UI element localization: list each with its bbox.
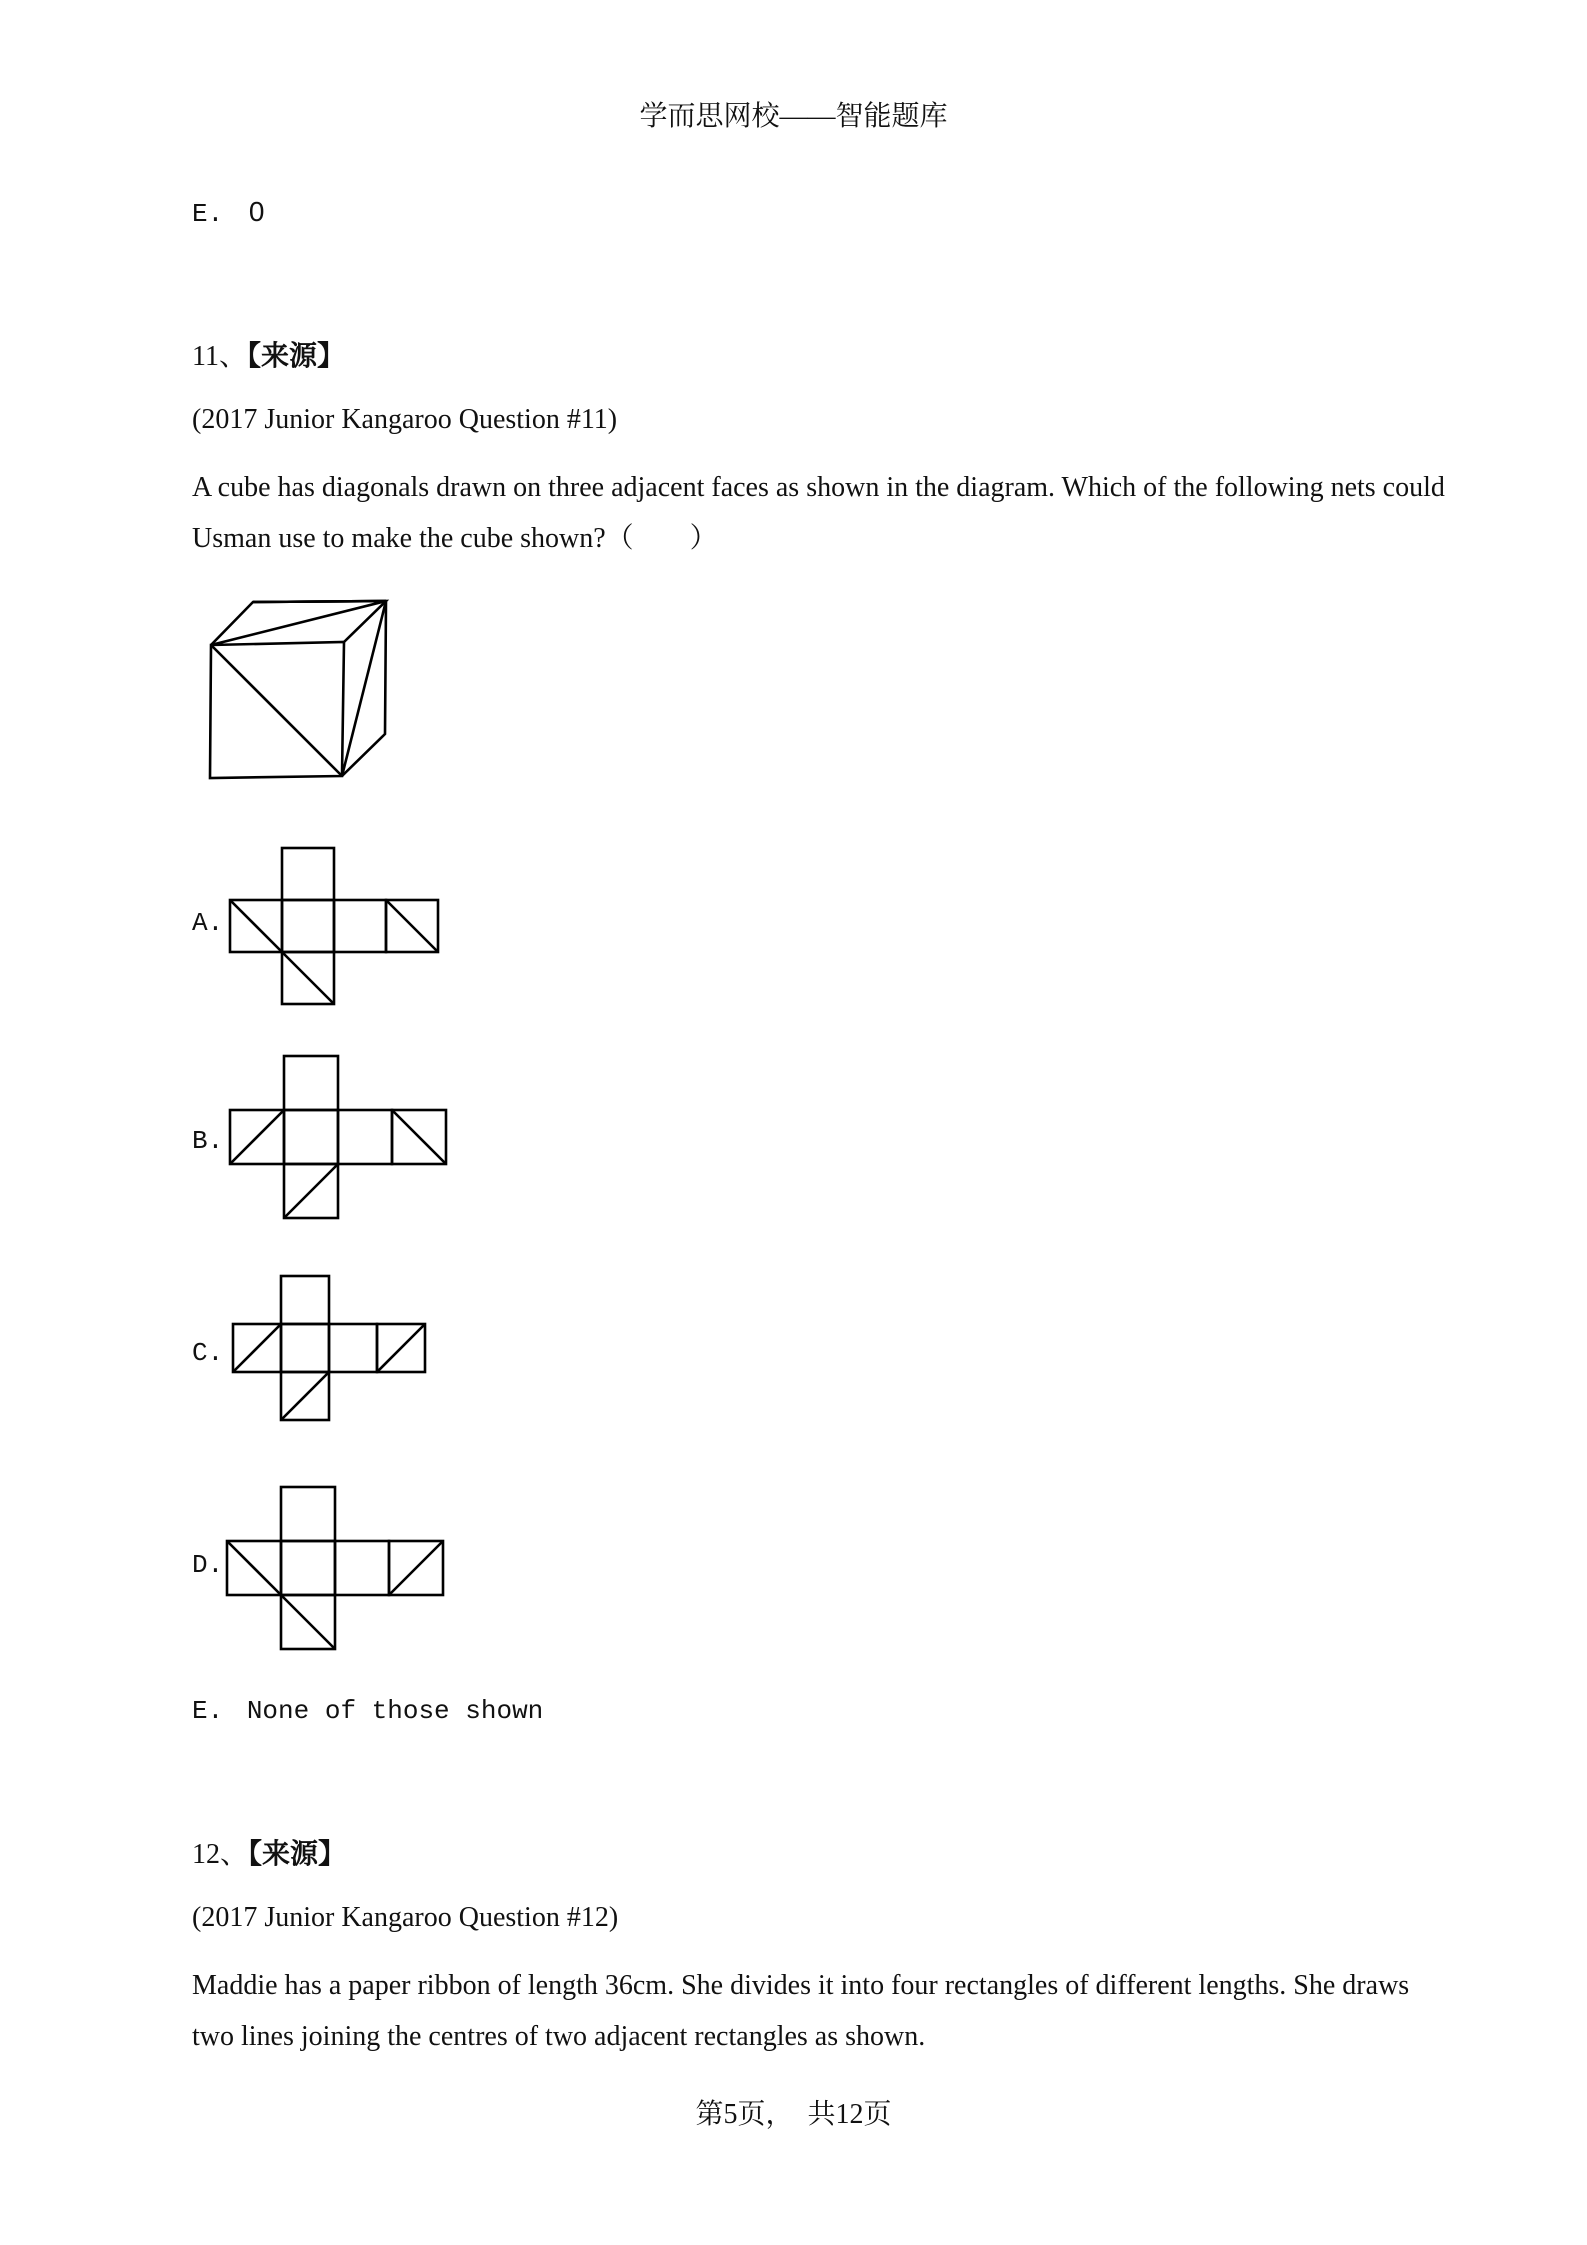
- page-header: 学而思网校——智能题库: [639, 101, 948, 132]
- cube-diagram: [200, 590, 400, 790]
- option-c-label[interactable]: C.: [192, 1338, 224, 1368]
- right-face-diagonal: [342, 601, 386, 776]
- net-option-d[interactable]: [226, 1485, 446, 1651]
- option-d-label[interactable]: D.: [192, 1550, 224, 1580]
- source-tag: 【来源】: [248, 1839, 347, 1870]
- option-label: E.: [192, 1696, 224, 1726]
- source-tag: 【来源】: [246, 341, 345, 372]
- question-12-text: Maddie has a paper ribbon of length 36cm. She divides it into four rectangles of different lengths. She draws two lines joining the centres of two adjacent rectangles as shown.: [192, 1970, 1410, 2052]
- question-11-source: (2017 Junior Kangaroo Question #11): [192, 404, 618, 435]
- question-number: 11、: [192, 341, 247, 372]
- option-a-label[interactable]: A.: [192, 908, 224, 938]
- net-option-b[interactable]: [229, 1054, 449, 1220]
- option-text: 0: [248, 196, 265, 227]
- question-12-heading: [192, 1832, 346, 1872]
- question-number: 12、: [192, 1839, 249, 1870]
- prev-option-e: [192, 196, 264, 229]
- question-11-heading: [192, 334, 345, 374]
- option-label: E.: [192, 199, 224, 229]
- net-option-a[interactable]: [229, 846, 441, 1006]
- option-text: None of those shown: [246, 1696, 544, 1726]
- question-11-text: A cube has diagonals drawn on three adjacent faces as shown in the diagram. Which of the following nets could Usman use to make the cube shown?（ ）: [192, 472, 1445, 554]
- option-b-label[interactable]: B.: [192, 1126, 224, 1156]
- option-e[interactable]: [192, 1696, 543, 1726]
- top-face-diagonal: [211, 601, 386, 645]
- page-footer: 第5页， 共12页: [695, 2099, 892, 2130]
- question-12-source: (2017 Junior Kangaroo Question #12): [192, 1902, 619, 1933]
- net-option-c[interactable]: [231, 1274, 431, 1420]
